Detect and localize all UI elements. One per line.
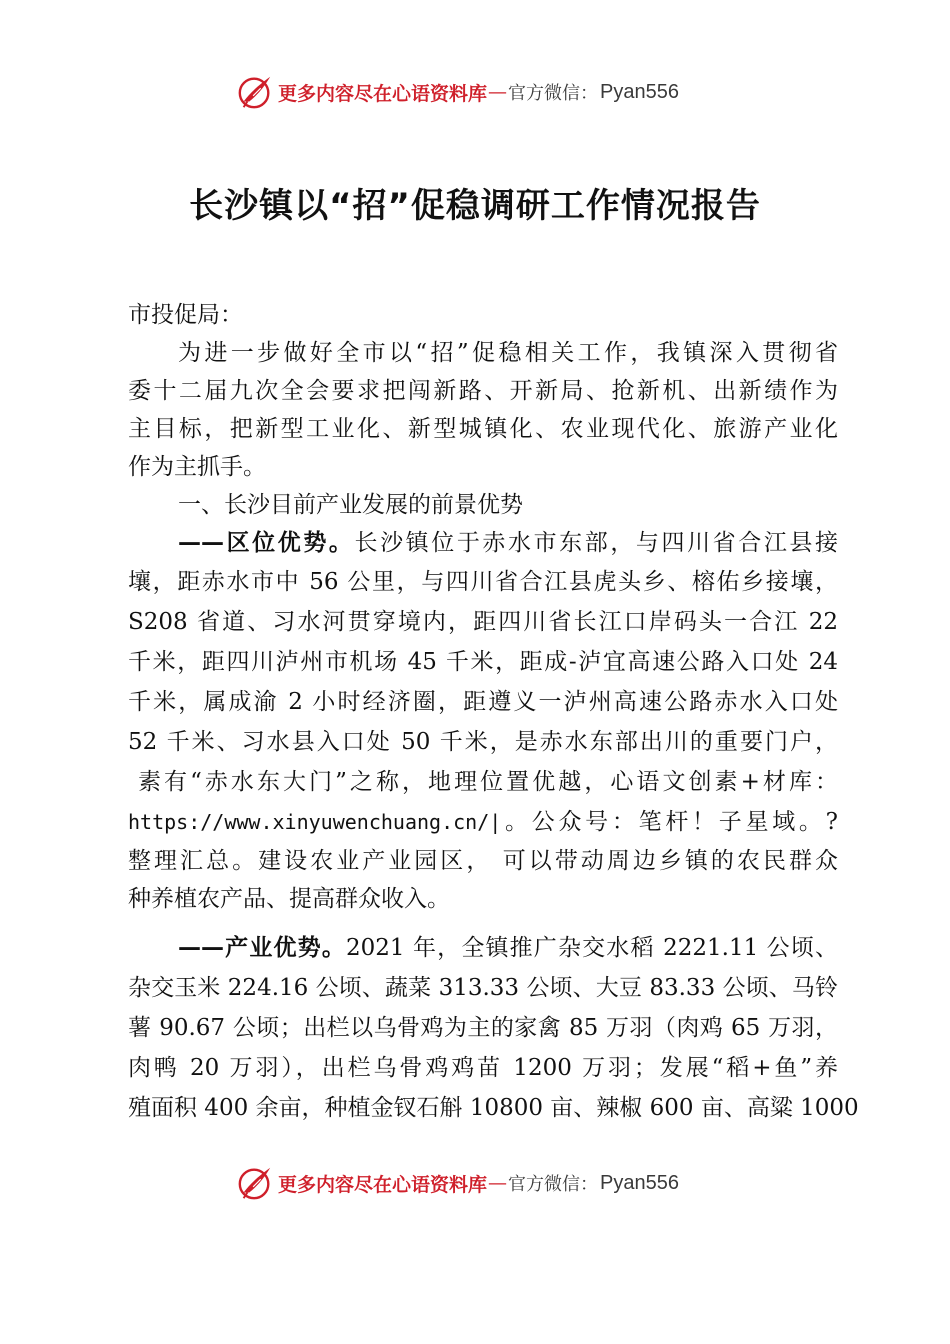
industry-line-3: 薯 90.67 公顷；出栏以乌骨鸡为主的家禽 85 万羽（肉鸡 65 万羽， [128,1015,838,1041]
location-url-line [128,802,838,842]
industry-line-5: 殖面积 400 余亩，种植金钗石斛 10800 亩、辣椒 600 亩、高粱 1000 [128,1095,859,1121]
watermark-separator: — [488,81,508,103]
industry-line-2: 杂交玉米 224.16 公顷、蔬菜 313.33 公顷、大豆 83.33 公顷、马铃 [128,975,838,1001]
header-watermark [236,72,679,112]
intro-line-2: 委十二届九次全会要求把闯新路、开新局、抢新机、出新绩作为 [128,378,838,404]
location-line-9: 整理汇总。建设农业产业园区， 可以带动周边乡镇的农民群众 [128,848,838,874]
salutation: 市投促局： [128,302,243,328]
location-first-text: 长沙镇位于赤水市东部，与四川省合江县接 [354,530,839,556]
location-line-3: S208 省道、习水河贯穿境内，距四川省长江口岸码头一合江 22 [128,609,838,635]
watermark-wechat-label: 官方微信： [508,83,599,104]
intro-line-3: 主目标，把新型工业化、新型城镇化、农业现代化、旅游产业化 [128,416,838,442]
paragraph-gap [128,918,838,928]
quill-logo-icon [236,1164,274,1202]
footer-watermark [236,1163,679,1203]
location-paragraph-first-line [128,524,838,562]
source-url: https://www.xinyuwenchuang.cn/| [128,810,502,834]
location-line-4: 千米，距四川泸州市机场 45 千米，距成-泸宜高速公路入口处 24 [128,649,838,675]
watermark-main-text: 更多内容尽在心语资料库 [278,82,488,105]
industry-line-4: 肉鸭 20 万羽），出栏乌骨鸡鸡苗 1200 万羽；发展“稻+鱼”养 [128,1055,838,1081]
watermark-wechat-id: Pyan556 [600,1171,679,1194]
industry-paragraph-first-line [128,928,838,968]
after-url-text: 。公众号：笔杆！子星域。? [501,809,838,835]
quill-logo-icon [236,73,274,111]
watermark-main-text: 更多内容尽在心语资料库 [278,1173,488,1196]
industry-first-text: 2021 年，全镇推广杂交水稻 2221.11 公顷、 [345,935,839,961]
document-body [128,296,859,1128]
section-heading-1: 一、长沙目前产业发展的前景优势 [178,492,523,518]
location-line-2: 壤，距赤水市中 56 公里，与四川省合江县虎头乡、榕佑乡接壤， [128,569,838,595]
watermark-wechat-label: 官方微信： [508,1174,599,1195]
watermark-wechat-id: Pyan556 [600,80,679,103]
location-lead: ——区位优势。 [178,530,355,556]
location-line-10: 种养植农产品、提高群众收入。 [128,886,450,912]
location-line-5: 千米，属成渝 2 小时经济圈，距遵义一泸州高速公路赤水入口处 [128,689,838,715]
intro-line-4: 作为主抓手。 [128,454,266,480]
document-title: 长沙镇以“招”促稳调研工作情况报告 [189,186,761,226]
location-line-7: 素有“赤水东大门”之称，地理位置优越，心语文创素+材库： [138,769,838,795]
location-line-6: 52 千米、习水县入口处 50 千米，是赤水东部出川的重要门户， [128,729,838,755]
watermark-separator: — [488,1172,508,1194]
industry-lead: ——产业优势。 [178,935,346,961]
intro-line-1: 为进一步做好全市以“招”促稳相关工作，我镇深入贯彻省 [178,340,838,366]
